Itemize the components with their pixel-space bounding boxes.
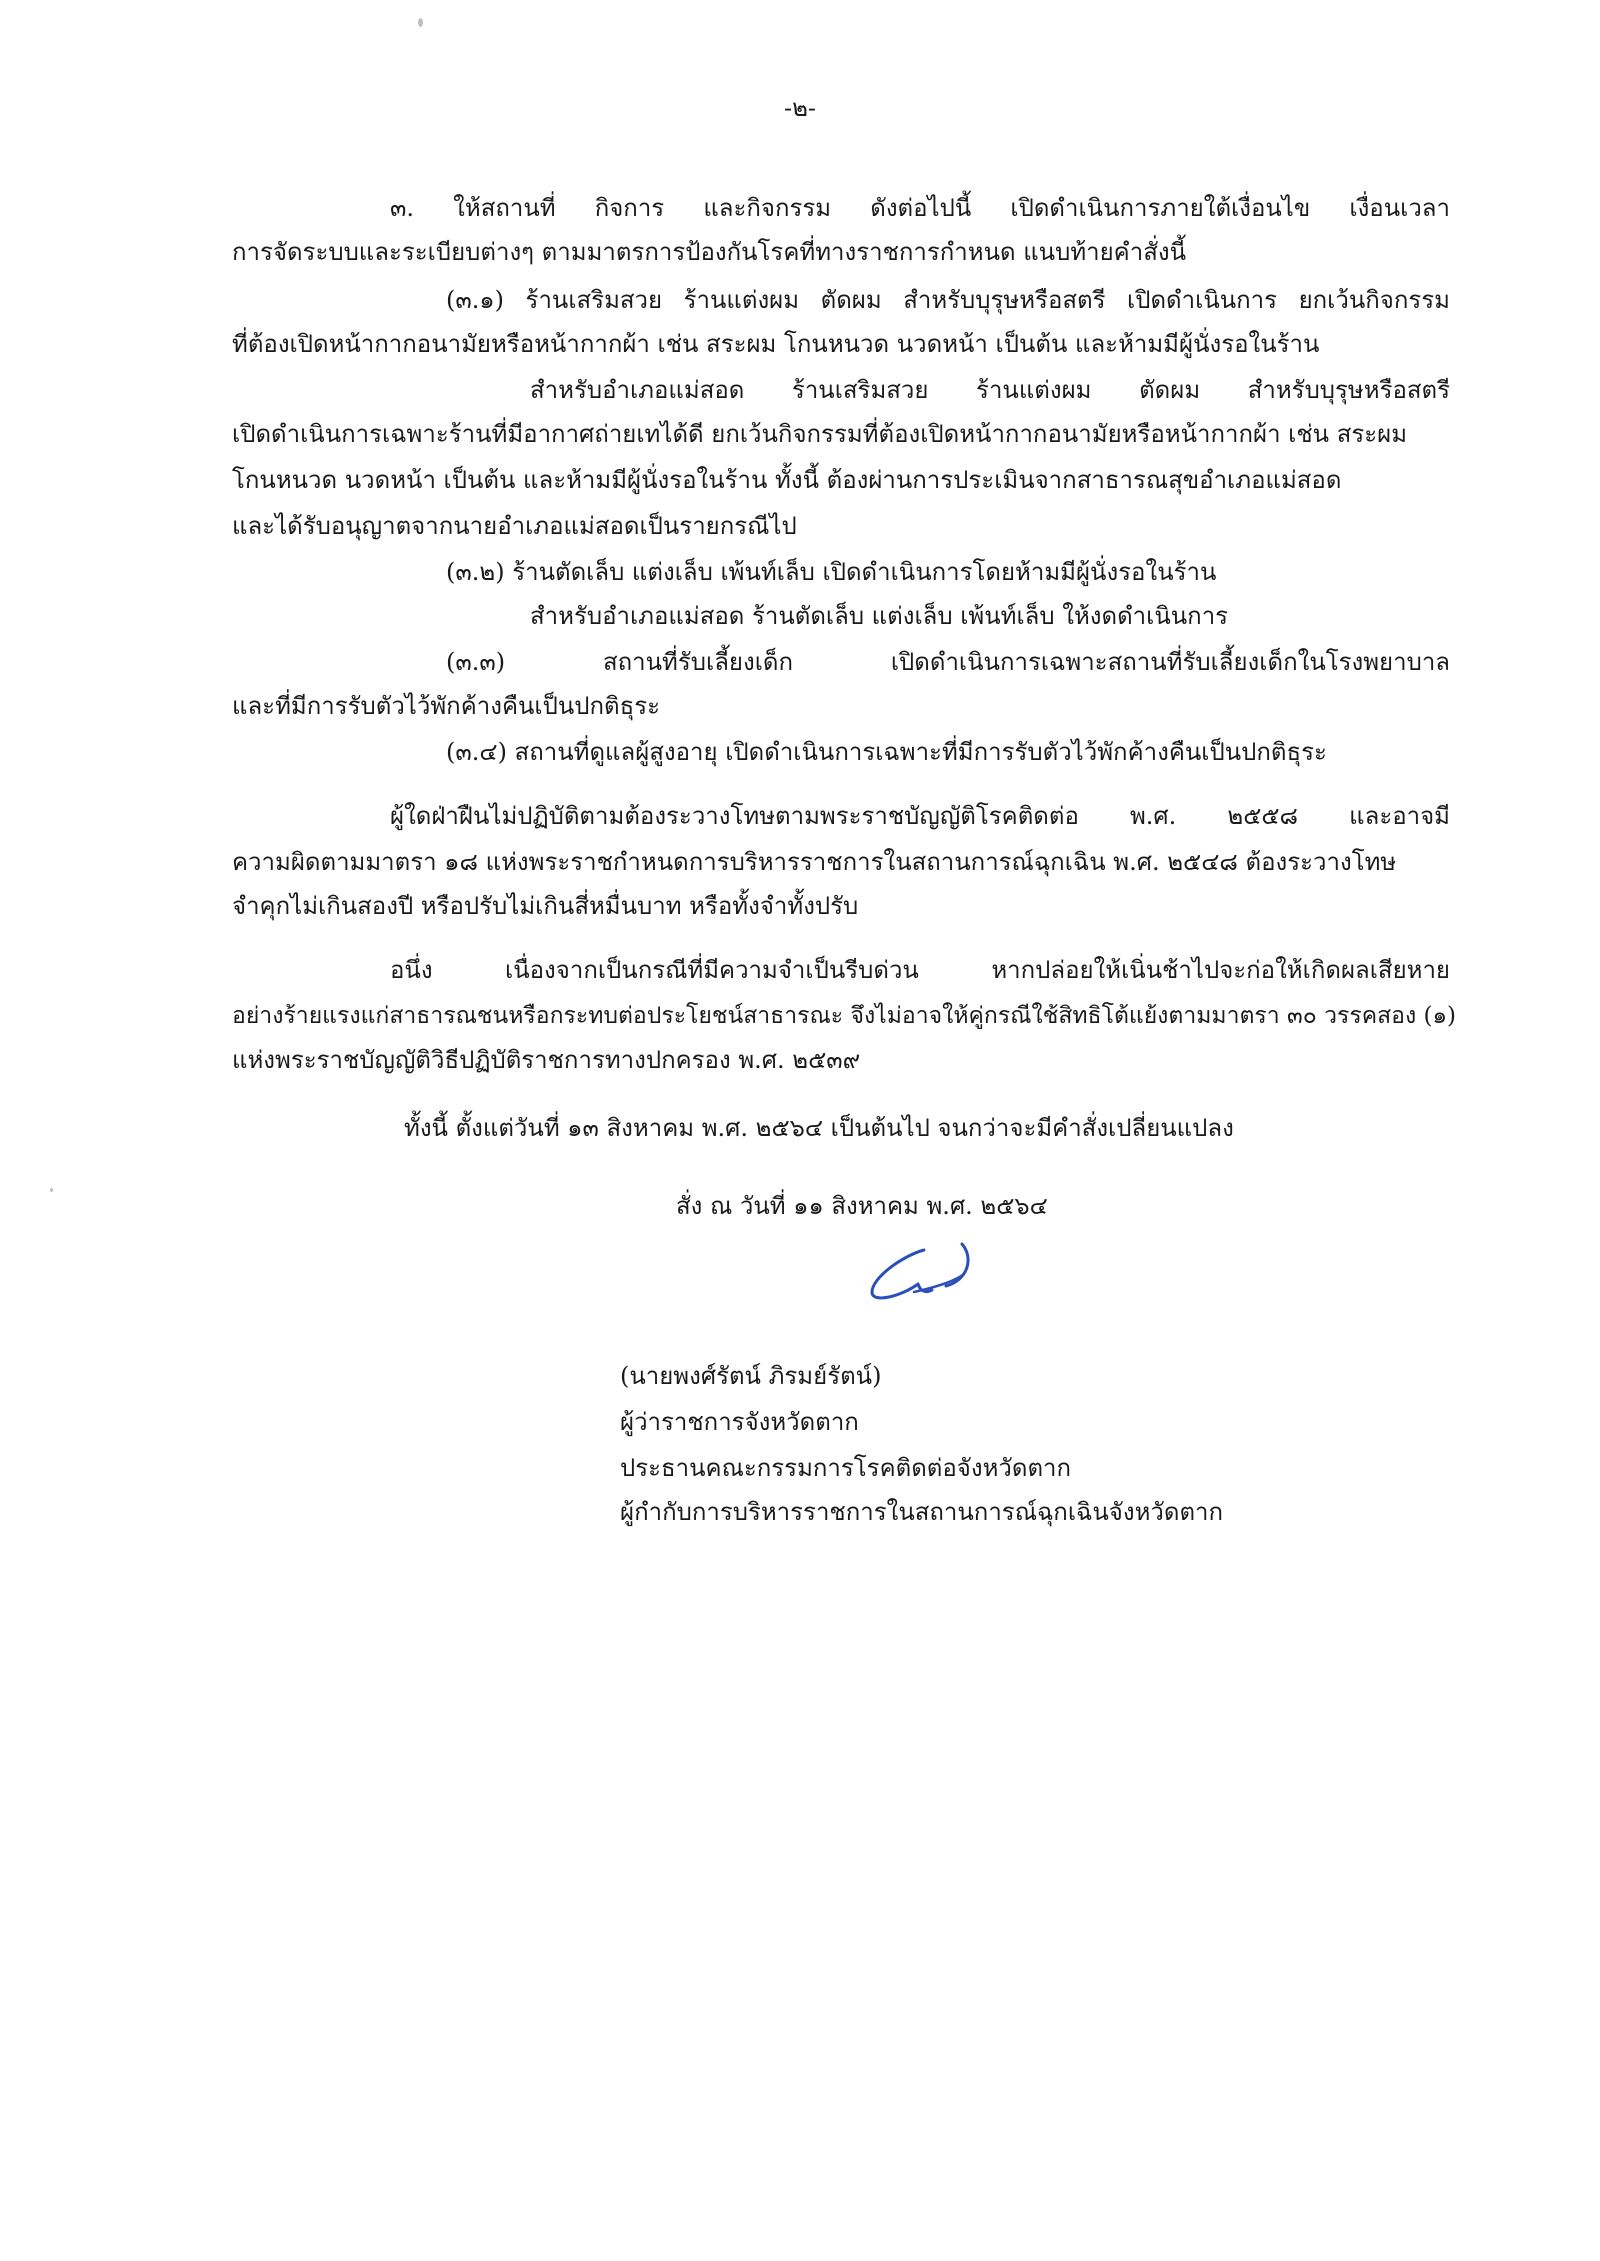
penalty-line-1: ผู้ใดฝ่าฝืนไม่ปฏิบัติตามต้องระวางโทษตามพระราชบัญญัติโรคติดต่อ พ.ศ. ๒๕๕๘ และอาจมี <box>390 802 1450 830</box>
clause-3-1-maesot-line-1: สำหรับอำเภอแม่สอด ร้านเสริมสวย ร้านแต่งผม ตัดผม สำหรับบุรุษหรือสตรี <box>530 376 1450 404</box>
clause-3-1-line-2: ที่ต้องเปิดหน้ากากอนามัยหรือหน้ากากผ้า เช่น สระผม โกนหนวด นวดหน้า เป็นต้น และห้ามมีผู้นั่งรอในร้าน <box>232 330 1320 358</box>
signatory-title-committee-chair: ประธานคณะกรรมการโรคติดต่อจังหวัดตาก <box>620 1454 1072 1482</box>
penalty-line-2: ความผิดตามมาตรา ๑๘ แห่งพระราชกำหนดการบริหารราชการในสถานการณ์ฉุกเฉิน พ.ศ. ๒๕๔๘ ต้องระวางโทษ <box>232 848 1397 876</box>
penalty-line-3: จำคุกไม่เกินสองปี หรือปรับไม่เกินสี่หมื่นบาท หรือทั้งจำทั้งปรับ <box>232 892 859 920</box>
page-number: -๒- <box>783 94 817 122</box>
clause-3-2-maesot-line: สำหรับอำเภอแม่สอด ร้านตัดเล็บ แต่งเล็บ เพ้นท์เล็บ ให้งดดำเนินการ <box>530 602 1229 630</box>
clause-3-1-maesot-line-2: เปิดดำเนินการเฉพาะร้านที่มีอากาศถ่ายเทได้ดี ยกเว้นกิจกรรมที่ต้องเปิดหน้ากากอนามัยหรือหน้ากากผ้า เช่น สระผม <box>232 420 1408 448</box>
clause-3-1-maesot-line-4: และได้รับอนุญาตจากนายอำเภอแม่สอดเป็นรายกรณีไป <box>232 512 797 540</box>
signature-mark <box>862 1230 1012 1310</box>
clause-3-2-line: (๓.๒) ร้านตัดเล็บ แต่งเล็บ เพ้นท์เล็บ เปิดดำเนินการโดยห้ามมีผู้นั่งรอในร้าน <box>446 558 1217 586</box>
effective-date-line: ทั้งนี้ ตั้งแต่วันที่ ๑๓ สิงหาคม พ.ศ. ๒๕๖๔ เป็นต้นไป จนกว่าจะมีคำสั่งเปลี่ยนแปลง <box>404 1114 1234 1142</box>
order-date-line: สั่ง ณ วันที่ ๑๑ สิงหาคม พ.ศ. ๒๕๖๔ <box>676 1192 1048 1220</box>
signatory-title-governor: ผู้ว่าราชการจังหวัดตาก <box>620 1408 859 1436</box>
clause-3-1-line-1: (๓.๑) ร้านเสริมสวย ร้านแต่งผม ตัดผม สำหรับบุรุษหรือสตรี เปิดดำเนินการ ยกเว้นกิจกรรม <box>446 286 1450 314</box>
clause-3-line-1: ๓. ให้สถานที่ กิจการ และกิจกรรม ดังต่อไปนี้ เปิดดำเนินการภายใต้เงื่อนไข เงื่อนเวลา <box>390 194 1450 222</box>
signatory-title-emergency-supervisor: ผู้กำกับการบริหารราชการในสถานการณ์ฉุกเฉินจังหวัดตาก <box>620 1498 1224 1526</box>
clause-3-3-line-2: และที่มีการรับตัวไว้พักค้างคืนเป็นปกติธุระ <box>232 692 661 720</box>
urgency-line-1: อนึ่ง เนื่องจากเป็นกรณีที่มีความจำเป็นรีบด่วน หากปล่อยให้เนิ่นช้าไปจะก่อให้เกิดผลเสียหาย <box>390 956 1450 984</box>
clause-3-4-line: (๓.๔) สถานที่ดูแลผู้สูงอายุ เปิดดำเนินการเฉพาะที่มีการรับตัวไว้พักค้างคืนเป็นปกติธุระ <box>446 738 1327 766</box>
signatory-name: (นายพงศ์รัตน์ ภิรมย์รัตน์) <box>620 1362 882 1390</box>
clause-3-1-maesot-line-3: โกนหนวด นวดหน้า เป็นต้น และห้ามมีผู้นั่งรอในร้าน ทั้งนี้ ต้องผ่านการประเมินจากสาธารณสุขอำเภอแม่สอด <box>232 466 1342 494</box>
urgency-line-2: อย่างร้ายแรงแก่สาธารณชนหรือกระทบต่อประโยชน์สาธารณะ จึงไม่อาจให้คู่กรณีใช้สิทธิโต้แย้งตามมาตรา ๓๐ วรรคสอง (๑) <box>232 1003 1457 1029</box>
scan-speck <box>418 18 423 27</box>
urgency-line-3: แห่งพระราชบัญญัติวิธีปฏิบัติราชการทางปกครอง พ.ศ. ๒๕๓๙ <box>232 1046 861 1074</box>
clause-3-3-line-1: (๓.๓) สถานที่รับเลี้ยงเด็ก เปิดดำเนินการเฉพาะสถานที่รับเลี้ยงเด็กในโรงพยาบาล <box>446 648 1450 676</box>
scan-speck <box>50 1188 53 1192</box>
clause-3-line-2: การจัดระบบและระเบียบต่างๆ ตามมาตรการป้องกันโรคที่ทางราชการกำหนด แนบท้ายคำสั่งนี้ <box>232 238 1186 266</box>
